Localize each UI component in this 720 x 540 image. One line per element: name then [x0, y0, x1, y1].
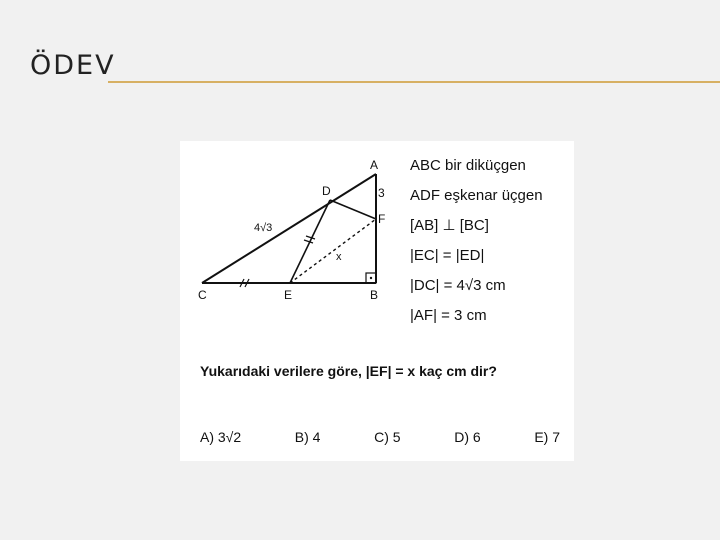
choice-c: C) 5 — [374, 429, 401, 445]
triangle-figure — [180, 141, 410, 306]
given-line: [AB] ⊥ [BC] — [410, 217, 489, 234]
point-f-label: F — [378, 212, 386, 226]
given-line: |EC| = |ED| — [410, 247, 485, 264]
choice-d: D) 6 — [454, 429, 481, 445]
givens-list — [410, 155, 543, 335]
question-text: Yukarıdaki verilere göre, |EF| = x kaç cm dir? — [200, 363, 497, 379]
label-dc: 4√3 — [254, 222, 273, 234]
choice-b: B) 4 — [294, 429, 321, 445]
side-ca — [202, 174, 376, 283]
label-ef: x — [336, 251, 342, 263]
given-line: ADF eşkenar üçgen — [410, 187, 543, 204]
point-d-label: D — [322, 184, 331, 198]
point-c-label: C — [198, 288, 207, 302]
given-line: |AF| = 3 cm — [410, 307, 487, 324]
choice-a: A) 3√2 — [200, 429, 242, 445]
point-a-label: A — [370, 158, 379, 172]
point-b-label: B — [370, 288, 379, 302]
label-af: 3 — [378, 186, 385, 200]
given-line: ABC bir diküçgen — [410, 157, 526, 174]
choice-e: E) 7 — [534, 429, 560, 445]
point-e-label: E — [284, 288, 293, 302]
problem-card — [180, 141, 574, 461]
answer-choices — [200, 429, 560, 445]
segment-df — [330, 200, 376, 219]
given-line: |DC| = 4√3 cm — [410, 277, 506, 294]
segment-ef — [290, 219, 376, 283]
title-underline — [108, 81, 720, 83]
slide-title: ÖDEV — [30, 50, 116, 81]
